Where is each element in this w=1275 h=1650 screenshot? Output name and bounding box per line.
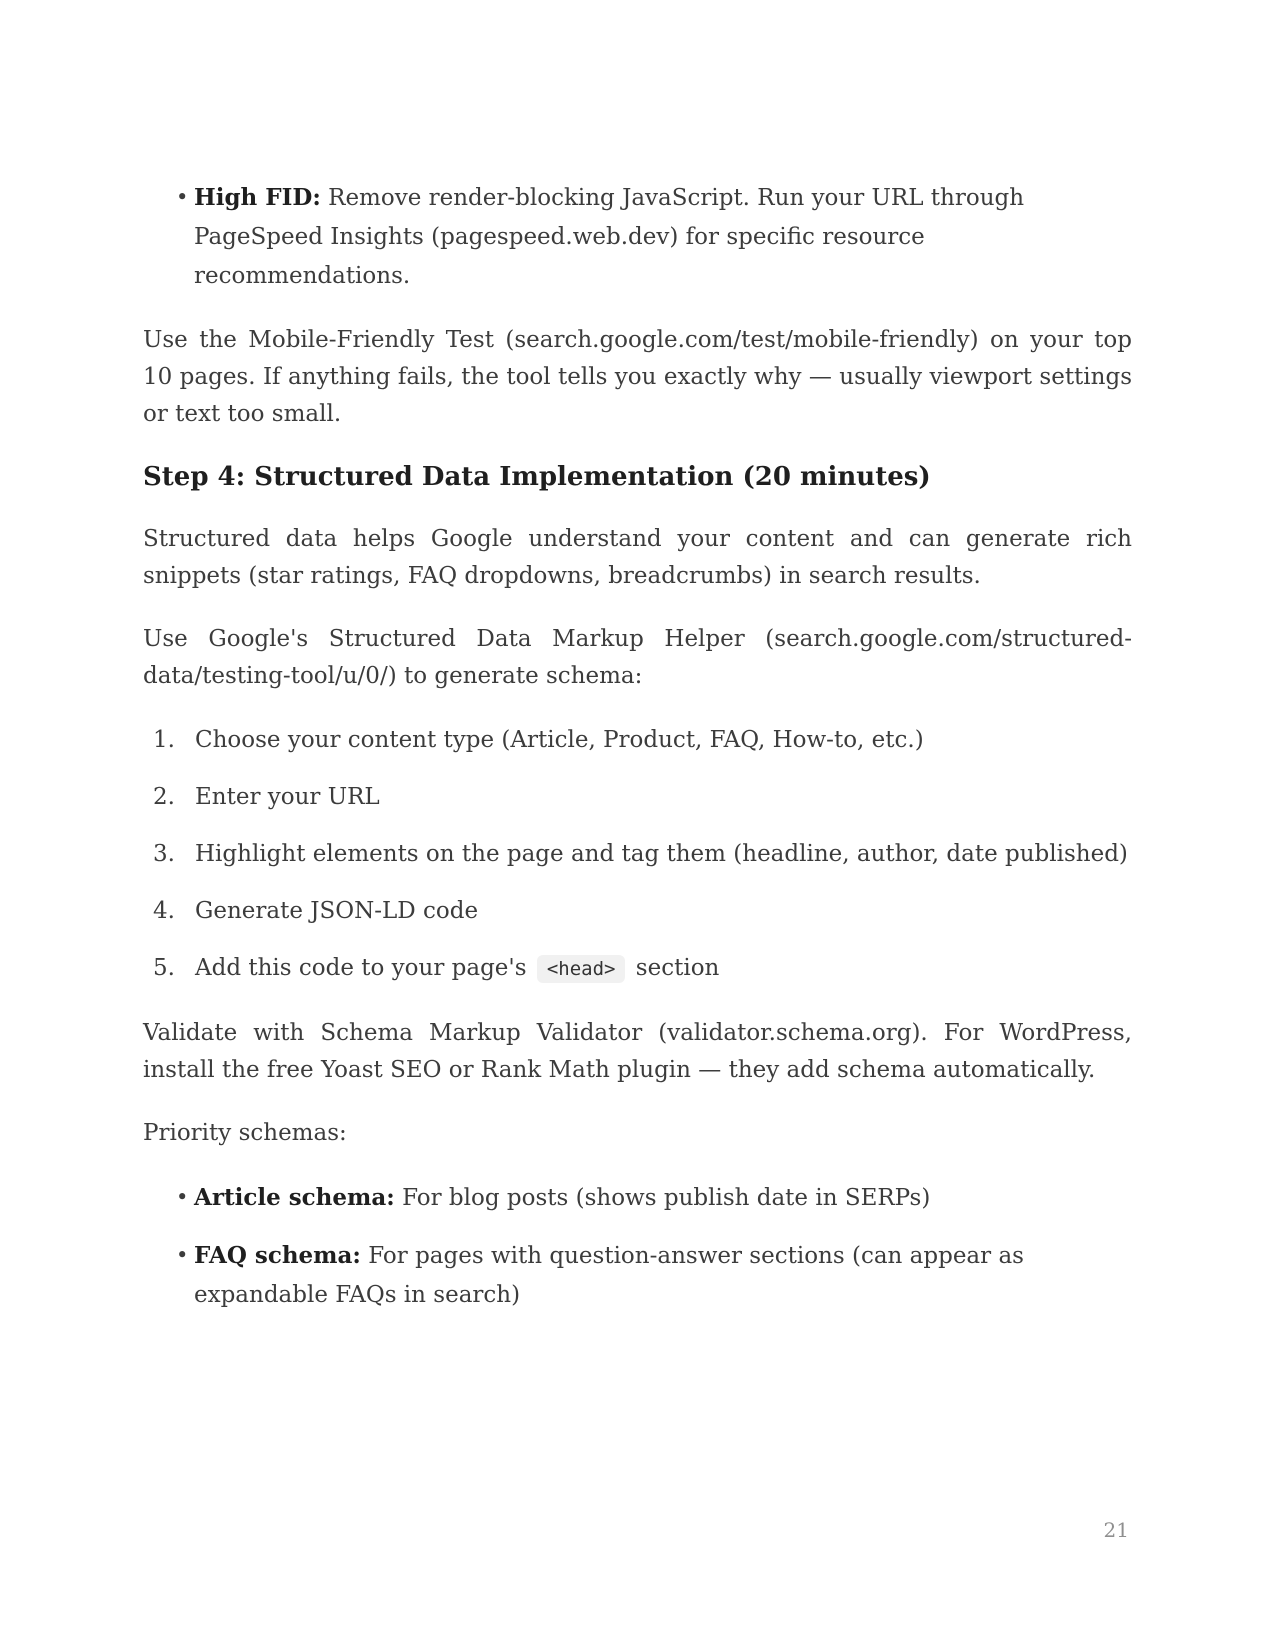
paragraph-mobile-friendly-test: Use the Mobile-Friendly Test (search.google.com/test/mobile-friendly) on your top 10 pages. If anything fails, the tool tells you exactly why — usually viewport settings or text too small. <box>143 327 1132 427</box>
paragraph-validate-schema: Validate with Schema Markup Validator (validator.schema.org). For WordPress, install the free Yoast SEO or Rank Math plugin — they add schema automatically. <box>143 1020 1132 1083</box>
term-description-high-fid: Remove render-blocking JavaScript. Run your URL through PageSpeed Insights (pagespeed.web.dev) for specific resource recommendations. <box>194 185 1025 289</box>
paragraph-markup-helper: Use Google's Structured Data Markup Helper (search.google.com/structured-data/testing-tool/u/0/) to generate schema: <box>143 626 1132 689</box>
list-item-text <box>194 1236 1132 1315</box>
term-label-faq-schema: FAQ schema: <box>194 1242 361 1269</box>
step-text: Enter your URL <box>195 784 380 810</box>
step-text: Highlight elements on the page and tag them (headline, author, date published) <box>195 841 1128 867</box>
step-text: Choose your content type (Article, Product, FAQ, How-to, etc.) <box>195 727 924 753</box>
term-label-article-schema: Article schema: <box>194 1184 395 1211</box>
head-tag-code-chip: <head> <box>537 955 626 983</box>
step-number: 1. <box>153 727 175 753</box>
step-item-3 <box>143 835 1132 874</box>
step-item-2 <box>143 778 1132 817</box>
priority-schemas-list <box>143 1178 1132 1315</box>
step-text-after-code: section <box>635 955 720 981</box>
step-number: 5. <box>153 955 175 981</box>
list-item-faq-schema <box>143 1236 1132 1315</box>
section-heading-step-4: Step 4: Structured Data Implementation (20 minutes) <box>143 462 931 492</box>
step-number: 4. <box>153 898 175 924</box>
step-item-1 <box>143 721 1132 760</box>
term-description-article-schema: For blog posts (shows publish date in SERPs) <box>402 1185 931 1211</box>
bullet-marker: • <box>176 185 189 209</box>
paragraph-structured-data-intro: Structured data helps Google understand your content and can generate rich snippets (star ratings, FAQ dropdowns, breadcrumbs) in search results. <box>143 526 1132 589</box>
schema-generation-steps <box>143 721 1132 989</box>
list-item-text <box>194 178 1132 296</box>
list-item-article-schema <box>143 1178 1132 1218</box>
step-item-5 <box>143 949 1132 989</box>
page-number: 21 <box>1103 1518 1129 1542</box>
step-number: 2. <box>153 784 175 810</box>
step-text: Generate JSON-LD code <box>195 898 479 924</box>
bullet-marker: • <box>176 1185 189 1209</box>
core-web-vitals-fix-list <box>143 178 1132 296</box>
list-item-high-fid <box>143 178 1132 296</box>
step-number: 3. <box>153 841 175 867</box>
paragraph-priority-schemas-label: Priority schemas: <box>143 1120 347 1146</box>
term-label-high-fid: High FID: <box>194 184 321 211</box>
list-item-text <box>194 1178 1132 1218</box>
step-text <box>195 949 1132 989</box>
bullet-marker: • <box>176 1243 189 1267</box>
step-item-4 <box>143 892 1132 931</box>
term-description-faq-schema: For pages with question-answer sections (can appear as expandable FAQs in search) <box>194 1243 1024 1308</box>
step-text-before-code: Add this code to your page's <box>195 955 527 981</box>
